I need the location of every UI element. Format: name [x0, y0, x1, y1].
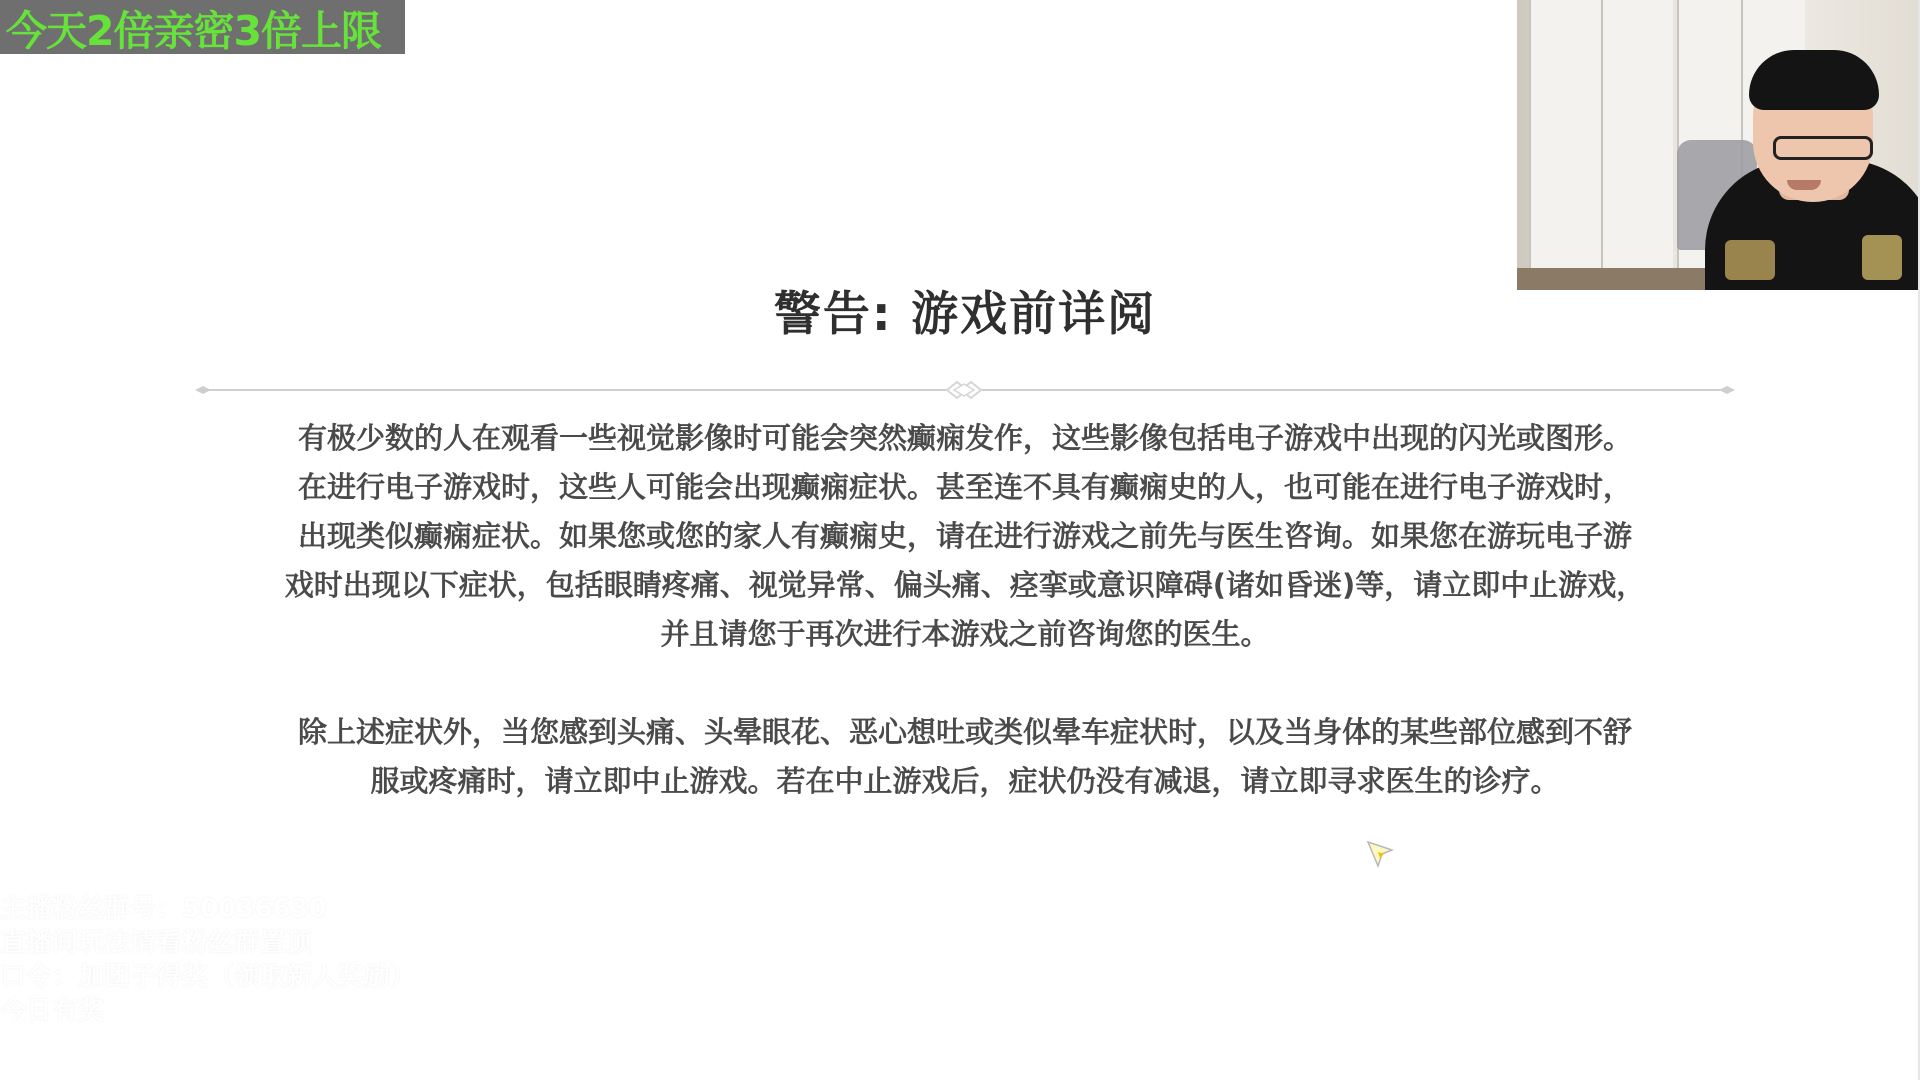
promo-banner-text: 今天2倍亲密3倍上限	[6, 6, 382, 55]
promo-banner	[0, 0, 405, 54]
warning-line: 有极少数的人在观看一些视觉影像时可能会突然癫痫发作，这些影像包括电子游戏中出现的闪光或图形。	[297, 421, 1632, 455]
streamer-webcam	[1517, 0, 1920, 290]
overlay-line: 口令：加团子得奖（领取新人奖励）	[0, 962, 417, 992]
warning-line: 除上述症状外，当您感到头痛、头晕眼花、恶心想吐或类似晕车症状时，以及当身体的某些部位感到不舒	[297, 715, 1632, 749]
overlay-line: 今日有奖	[0, 996, 105, 1026]
overlay-line: 直播间玩法请看粉丝群置顶	[0, 928, 313, 958]
webcam-wardrobe-door	[1529, 0, 1601, 270]
health-warning-panel	[195, 280, 1735, 806]
sparkle-cursor-icon	[1366, 840, 1394, 868]
stream-info-overlay	[0, 892, 420, 1028]
warning-paragraph-2	[195, 708, 1735, 806]
webcam-wardrobe-door	[1601, 0, 1673, 270]
warning-line: 并且请您于再次进行本游戏之前咨询您的医生。	[660, 617, 1270, 651]
diamond-ornament-icon	[195, 380, 1735, 400]
warning-line: 服或疼痛时，请立即中止游戏。若在中止游戏后，症状仍没有减退，请立即寻求医生的诊疗。	[370, 764, 1560, 798]
title-divider	[195, 380, 1735, 400]
warning-line: 出现类似癫痫症状。如果您或您的家人有癫痫史，请在进行游戏之前先与医生咨询。如果您在游玩电子游	[297, 519, 1632, 553]
streamer-hair	[1749, 50, 1879, 110]
warning-line: 在进行电子游戏时，这些人可能会出现癫痫症状。甚至连不具有癫痫史的人，也可能在进行电子游戏时，	[297, 470, 1632, 504]
shirt-print	[1725, 240, 1775, 280]
overlay-line: 主播粉丝群号：50036630	[0, 894, 327, 924]
shirt-print	[1862, 235, 1902, 280]
warning-paragraph-1	[195, 414, 1735, 659]
warning-title: 警告: 游戏前详阅	[773, 287, 1157, 342]
streamer-mouth	[1787, 180, 1821, 190]
warning-line: 戏时出现以下症状，包括眼睛疼痛、视觉异常、偏头痛、痉挛或意识障碍(诸如昏迷)等，请立即中止游戏，	[284, 568, 1646, 602]
streamer-glasses	[1773, 136, 1873, 160]
